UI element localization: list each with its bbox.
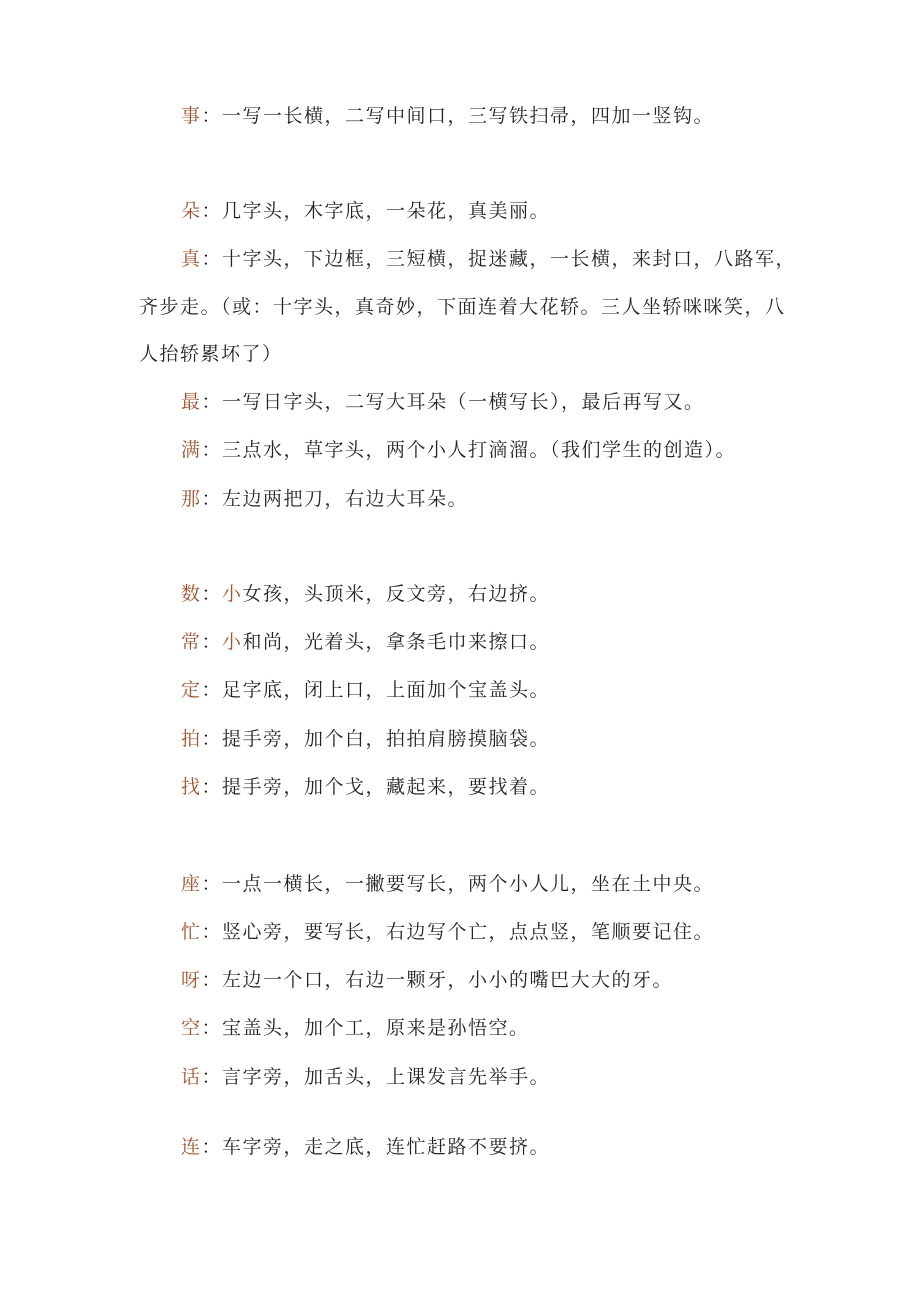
- entry-key: 朵: [181, 200, 202, 222]
- entry-duo: [181, 199, 550, 223]
- entry-text: 一写一长横，二写中间口，三写铁扫帚，四加一竖钩。: [222, 105, 715, 127]
- entry-sep: ：: [201, 1066, 223, 1088]
- entry-na: [181, 487, 468, 511]
- entry-shu: [181, 582, 550, 606]
- entry-man: [181, 438, 736, 462]
- entry-text: 和尚，光着头，拿条毛巾来擦口。: [242, 631, 551, 653]
- entry-zhen: [181, 247, 796, 271]
- entry-text: 足字底，闭上口，上面加个宝盖头。: [222, 679, 551, 701]
- entry-key: 数: [181, 583, 202, 605]
- entry-sep: ：: [201, 631, 223, 653]
- entry-sep: ：: [201, 105, 223, 127]
- entry-ding: [181, 678, 550, 702]
- entry-sep: ：: [201, 921, 223, 943]
- entry-key: 连: [181, 1136, 202, 1158]
- entry-text: 宝盖头，加个工，原来是孙悟空。: [222, 1017, 530, 1039]
- entry-zhen-continuation-1: 齐步走。（或：十字头，真奇妙，下面连着大花轿。三人坐轿咪咪笑，八: [139, 296, 786, 318]
- entry-sep: ：: [201, 1017, 223, 1039]
- entry-text: 左边两把刀，右边大耳朵。: [222, 488, 469, 510]
- entry-key: 最: [181, 391, 202, 413]
- entry-sep: ：: [201, 248, 223, 270]
- entry-text: 提手旁，加个白，拍拍肩膀摸脑袋。: [222, 728, 551, 750]
- entry-hua: [181, 1065, 550, 1089]
- entry-key: 空: [181, 1017, 202, 1039]
- entry-text: 言字旁，加舌头，上课发言先举手。: [222, 1066, 551, 1088]
- entry-sep: ：: [201, 439, 223, 461]
- entry-sep: ：: [201, 1136, 223, 1158]
- entry-text: 几字头，木字底，一朵花，真美丽。: [222, 200, 551, 222]
- entry-sep: ：: [201, 873, 223, 895]
- entry-pai: [181, 727, 550, 751]
- entry-lian: [181, 1135, 550, 1159]
- entry-text: 车字旁，走之底，连忙赶路不要挤。: [222, 1136, 551, 1158]
- entry-sep: ：: [201, 200, 223, 222]
- entry-ya: [181, 968, 673, 992]
- entry-text: 一写日字头，二写大耳朵（一横写长），最后再写又。: [222, 391, 705, 413]
- entry-text: 竖心旁，要写长，右边写个亡，点点竖，笔顺要记住。: [222, 921, 715, 943]
- entry-sep: ：: [201, 969, 223, 991]
- entry-key: 座: [181, 873, 202, 895]
- entry-zuo: [181, 872, 714, 896]
- entry-key: 那: [181, 488, 202, 510]
- entry-sep: ：: [201, 728, 223, 750]
- entry-sep: ：: [201, 776, 223, 798]
- entry-text: 十字头，下边框，三短横，捉迷藏，一长横，来封口，八路军，: [222, 248, 797, 270]
- entry-zhen-continuation-2: 人抬轿累坏了）: [139, 343, 283, 365]
- entry-sep: ：: [201, 583, 223, 605]
- entry-key: 找: [181, 776, 202, 798]
- entry-key: 定: [181, 679, 202, 701]
- entry-key: 常: [181, 631, 202, 653]
- entry-text: 三点水，草字头，两个小人打滴溜。（我们学生的创造）。: [222, 439, 737, 461]
- entry-sep: ：: [201, 391, 223, 413]
- entry-key: 满: [181, 439, 202, 461]
- entry-zhao: [181, 775, 550, 799]
- entry-key: 拍: [181, 728, 202, 750]
- entry-text: 女孩，头顶米，反文旁，右边挤。: [242, 583, 551, 605]
- entry-highlight: 小: [222, 631, 243, 653]
- entry-key: 呀: [181, 969, 202, 991]
- entry-sep: ：: [201, 488, 223, 510]
- entry-key: 真: [181, 248, 202, 270]
- entry-text: 提手旁，加个戈，藏起来，要找着。: [222, 776, 551, 798]
- entry-sep: ：: [201, 679, 223, 701]
- entry-zui: [181, 390, 705, 414]
- entry-text: 左边一个口，右边一颗牙，小小的嘴巴大大的牙。: [222, 969, 674, 991]
- entry-key: 话: [181, 1066, 202, 1088]
- entry-shi: [181, 104, 714, 128]
- entry-key: 忙: [181, 921, 202, 943]
- entry-key: 事: [181, 105, 202, 127]
- entry-highlight: 小: [222, 583, 243, 605]
- entry-chang: [181, 630, 550, 654]
- entry-kong: [181, 1016, 530, 1040]
- entry-text: 一点一横长，一撇要写长，两个小人儿，坐在土中央。: [222, 873, 715, 895]
- entry-mang: [181, 920, 714, 944]
